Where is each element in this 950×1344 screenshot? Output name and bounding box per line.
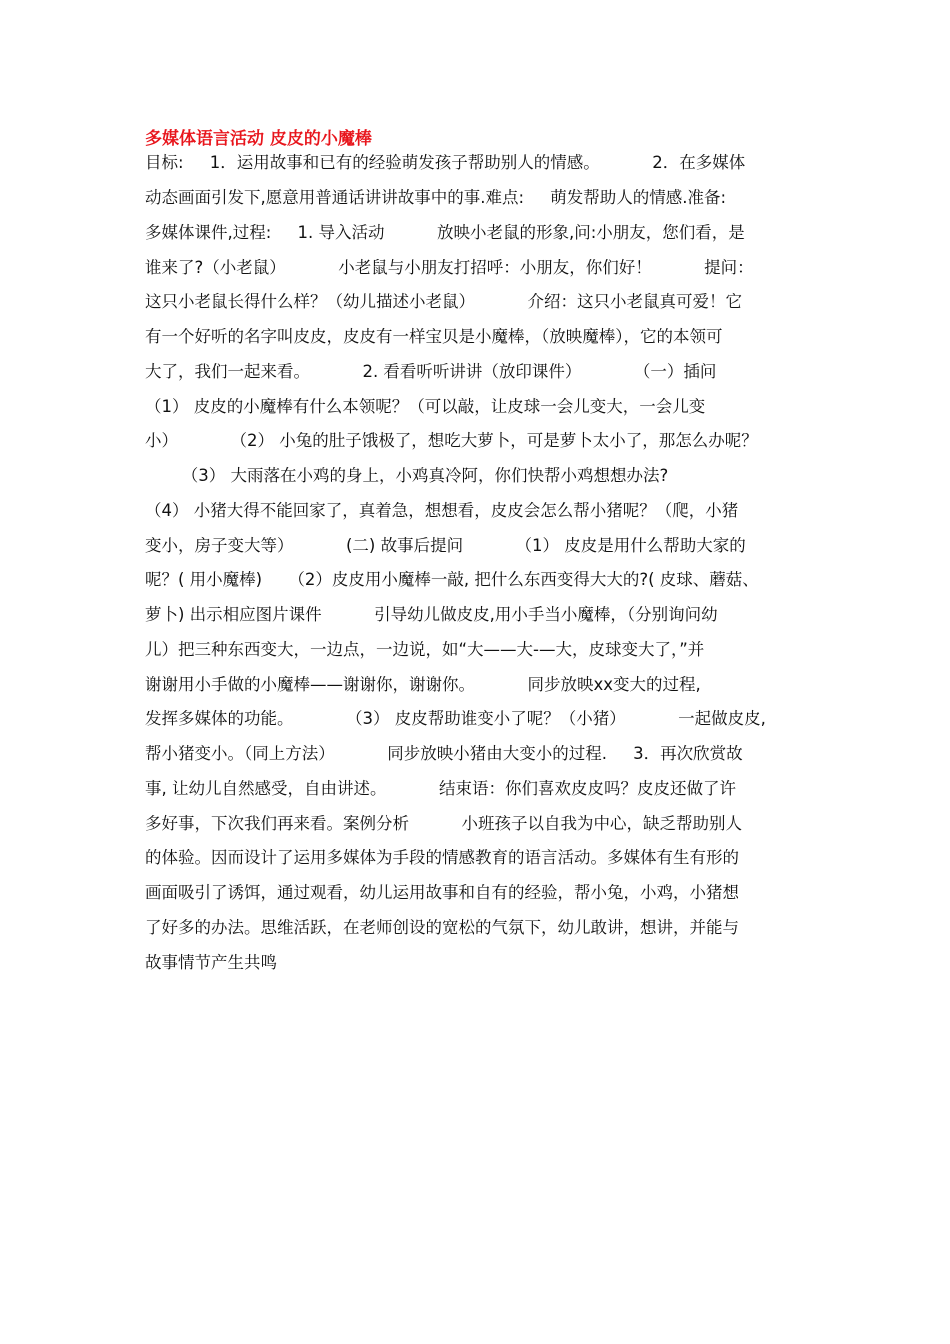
body-line: 动态画面引发下,愿意用普通话讲讲故事中的事.难点: 萌发帮助人的情感.准备: (145, 188, 727, 207)
body-line: 目标: 1．运用故事和已有的经验萌发孩子帮助别人的情感。 2．在多媒体 (145, 153, 746, 172)
body-line: 多媒体课件,过程: 1. 导入活动 放映小老鼠的形象,问:小朋友，您们看，是 (145, 223, 745, 242)
body-line: （4） 小猪大得不能回家了，真着急，想想看，皮皮会怎么帮小猪呢？（爬，小猪 (145, 501, 739, 520)
body-line: 的体验。因而设计了运用多媒体为手段的情感教育的语言活动。多媒体有生有形的 (145, 848, 739, 867)
body-line: 多好事，下次我们再来看。案例分析 小班孩子以自我为中心，缺乏帮助别人 (145, 814, 742, 833)
document-title: 多媒体语言活动 皮皮的小魔棒 (145, 129, 372, 149)
body-line: 小） （2） 小兔的肚子饿极了，想吃大萝卜，可是萝卜太小了，那怎么办呢？ (145, 431, 758, 450)
body-line: 帮小猪变小。（同上方法） 同步放映小猪由大变小的过程. 3．再次欣赏故 (145, 744, 743, 763)
body-line: 事, 让幼儿自然感受，自由讲述。 结束语：你们喜欢皮皮吗？皮皮还做了许 (145, 779, 736, 798)
body-line: （1） 皮皮的小魔棒有什么本领呢？（可以敲，让皮球一会儿变大，一会儿变 (145, 397, 706, 416)
body-line: （3） 大雨落在小鸡的身上，小鸡真冷阿，你们快帮小鸡想想办法? (145, 466, 669, 485)
body-line: 变小，房子变大等） (二) 故事后提问 （1） 皮皮是用什么帮助大家的 (145, 536, 746, 555)
body-line: 有一个好听的名字叫皮皮，皮皮有一样宝贝是小魔棒，（放映魔棒），它的本领可 (145, 327, 723, 346)
body-line: 发挥多媒体的功能。 （3） 皮皮帮助谁变小了呢？（小猪） 一起做皮皮, (145, 709, 766, 728)
body-line: 谁来了?（小老鼠） 小老鼠与小朋友打招呼：小朋友，你们好！ 提问： (145, 258, 754, 277)
body-line: 故事情节产生共鸣 (145, 953, 277, 972)
body-line: 儿）把三种东西变大，一边点，一边说，如“大——大-—大，皮球变大了，”并 (145, 640, 705, 659)
body-line: 画面吸引了诱饵，通过观看，幼儿运用故事和自有的经验，帮小兔，小鸡，小猪想 (145, 883, 739, 902)
body-line: 了好多的办法。思维活跃，在老师创设的宽松的气氛下，幼儿敢讲，想讲，并能与 (145, 918, 739, 937)
body-line: 呢？( 用小魔棒) （2）皮皮用小魔棒一敲, 把什么东西变得大大的?( 皮球、蘑菇、 (145, 570, 759, 589)
body-line: 这只小老鼠长得什么样？（幼儿描述小老鼠） 介绍：这只小老鼠真可爱！它 (145, 292, 742, 311)
body-line: 谢谢用小手做的小魔棒——谢谢你，谢谢你。 同步放映xx变大的过程, (145, 675, 701, 694)
body-line: 大了，我们一起来看。 2. 看看听听讲讲（放印课件） （一）插问 (145, 362, 717, 381)
body-line: 萝卜) 出示相应图片课件 引导幼儿做皮皮,用小手当小魔棒，（分别询问幼 (145, 605, 718, 624)
